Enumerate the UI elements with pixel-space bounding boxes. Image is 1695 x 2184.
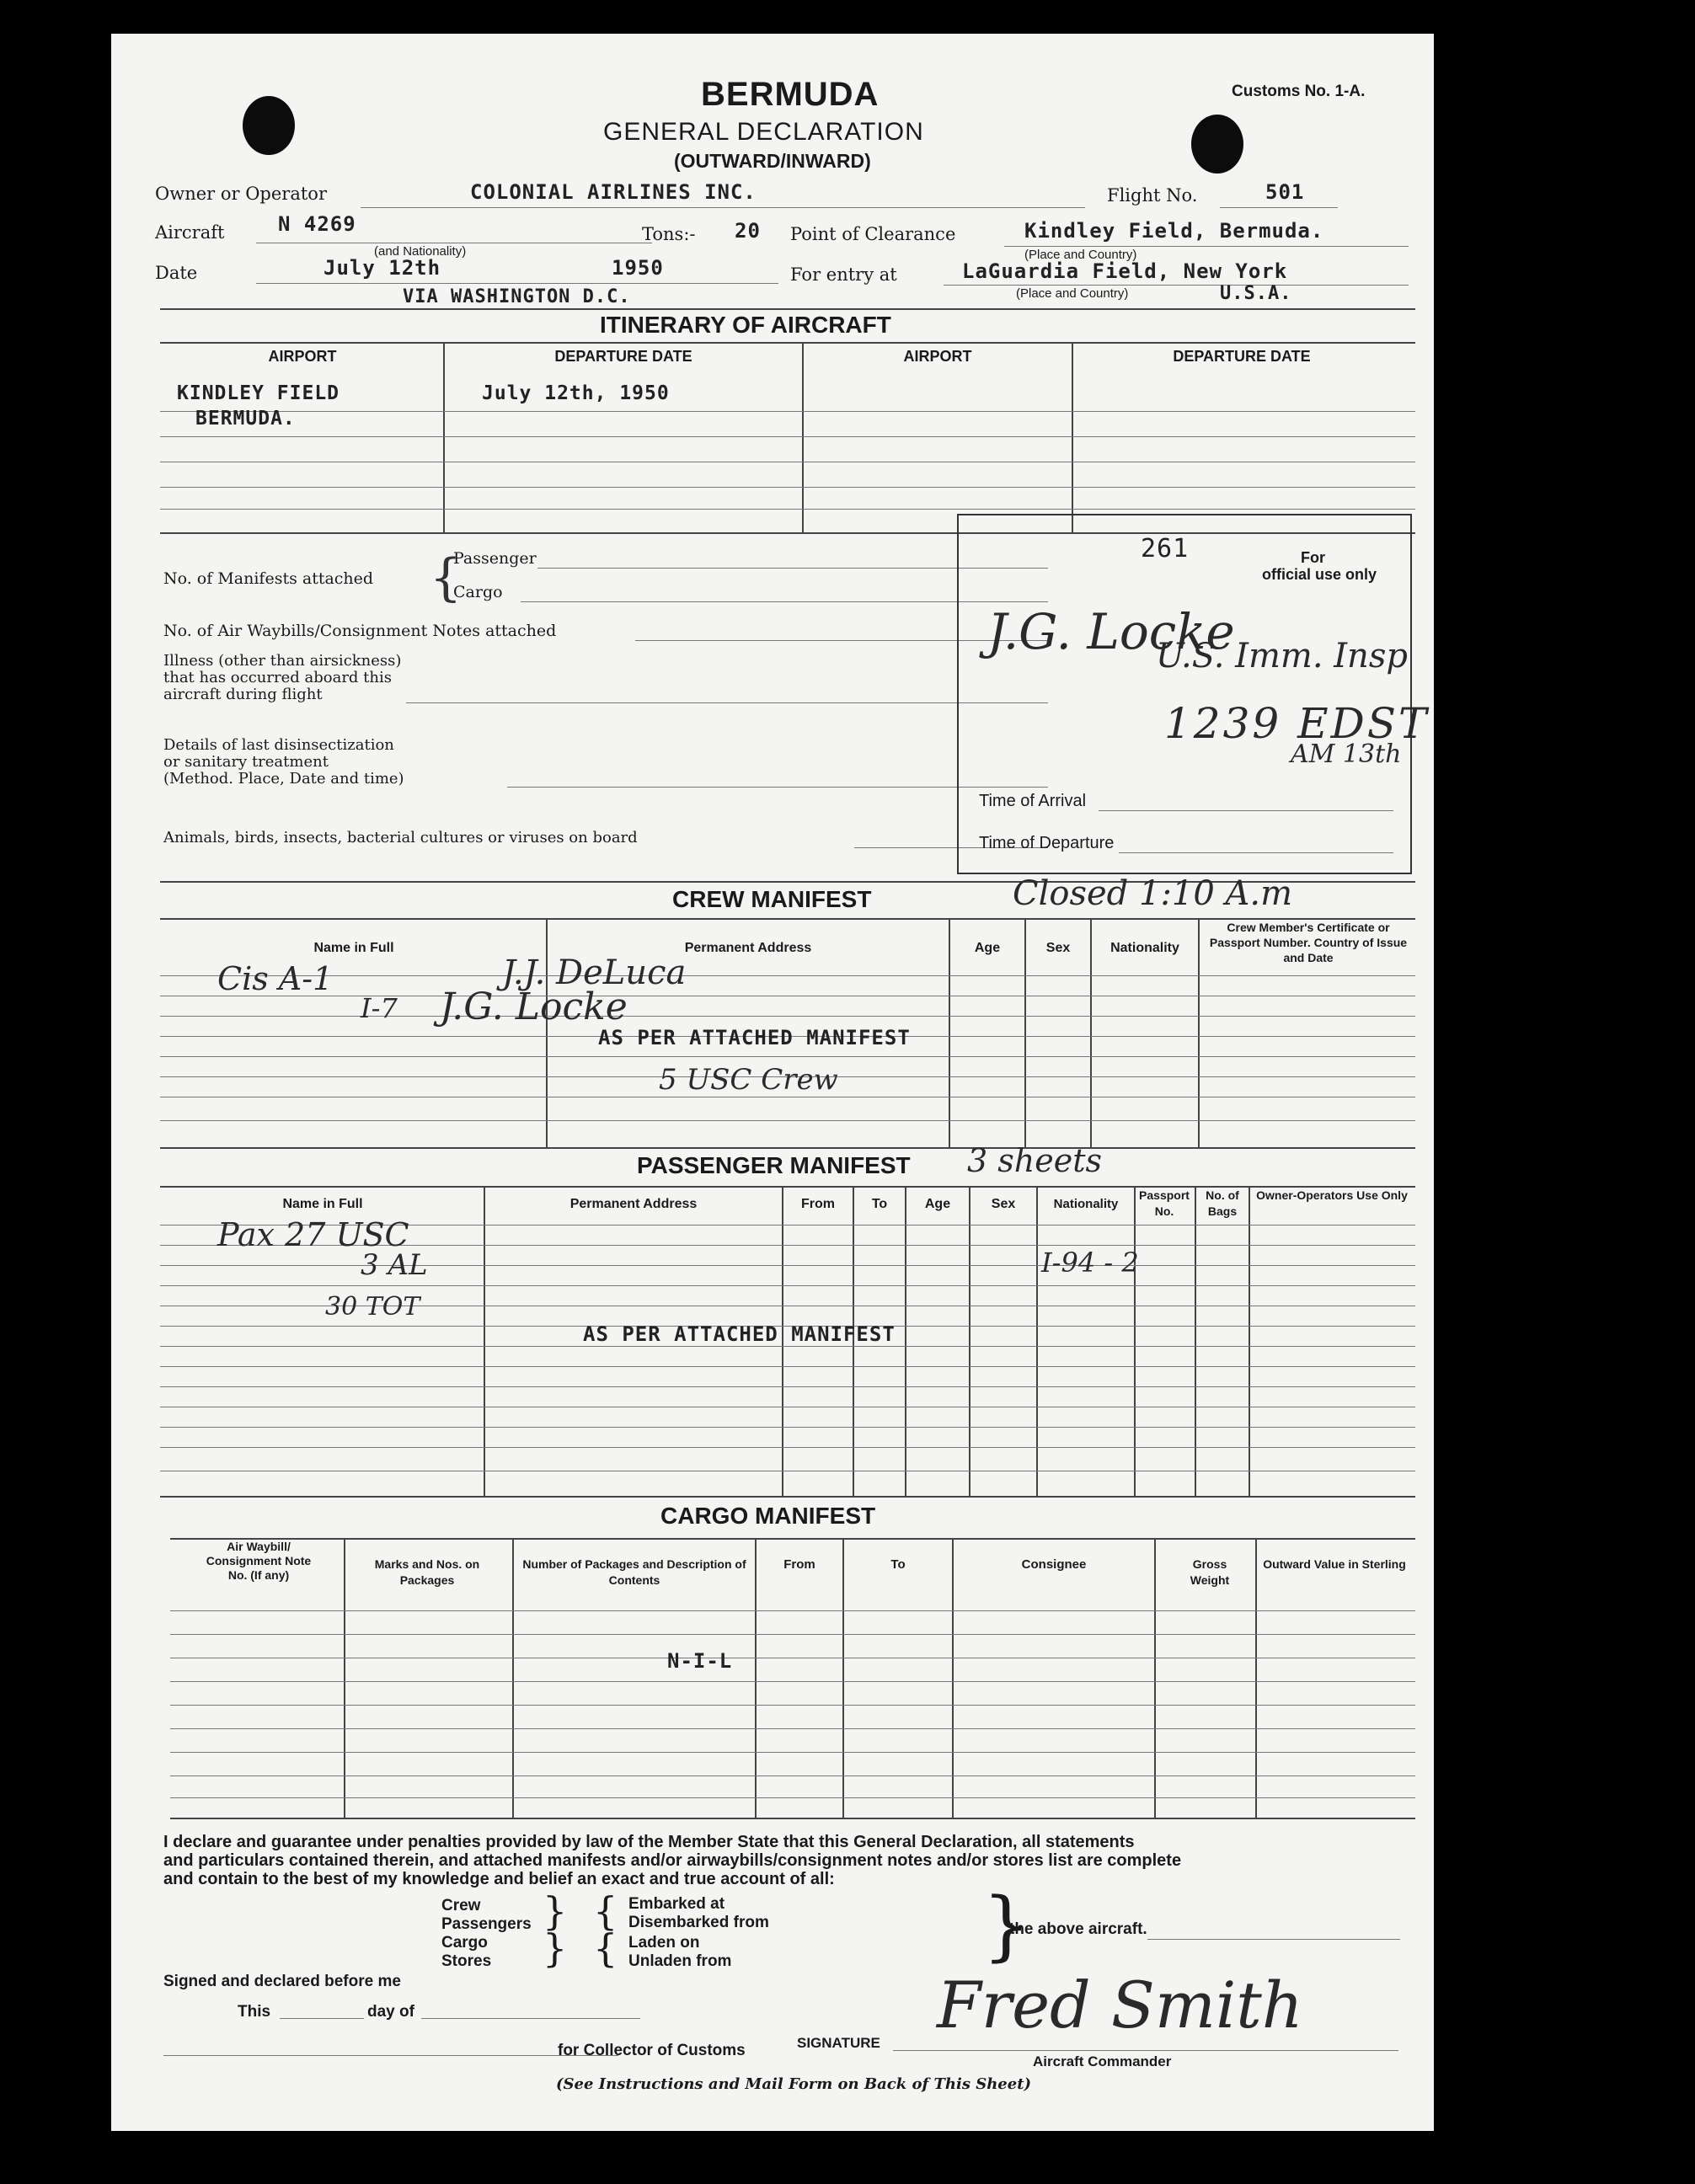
official-handwritten-title: U.S. Imm. Insp <box>1156 637 1408 675</box>
official-for-label: For <box>1301 549 1325 566</box>
commander-handwritten-signature: Fred Smith <box>937 1968 1303 2042</box>
crew-handwritten-4: J.G. Locke <box>440 985 628 1028</box>
passenger-header-to: To <box>871 1197 888 1211</box>
declaration-stores: Stores <box>441 1952 492 1970</box>
crew-attached-stamp: AS PER ATTACHED MANIFEST <box>598 1026 911 1049</box>
declaration-cargo: Cargo <box>441 1934 488 1952</box>
crew-handwritten-2: I-7 <box>361 992 398 1024</box>
declaration-brace-5: } <box>982 1882 1031 1970</box>
passenger-header-from: From <box>801 1197 835 1211</box>
arrival-label: Time of Arrival <box>979 792 1087 810</box>
declaration-embarked: Embarked at <box>628 1895 725 1913</box>
crew-header-certificate: Crew Member's Certificate or Passport Number. Country of Issue and Date <box>1209 921 1408 964</box>
passenger-header-age: Age <box>924 1197 951 1211</box>
declaration-brace-4: { <box>593 1925 618 1971</box>
clearance-value: Kindley Field, Bermuda. <box>1024 219 1324 243</box>
declaration-disembarked: Disembarked from <box>628 1914 769 1931</box>
declaration-signature-label: SIGNATURE <box>797 2035 880 2051</box>
itinerary-departure-date: July 12th, 1950 <box>482 382 670 404</box>
flight-label: Flight No. <box>1107 185 1198 206</box>
declaration-brace-1: } <box>543 1888 568 1934</box>
crew-header-name: Name in Full <box>313 941 394 955</box>
owner-value: COLONIAL AIRLINES INC. <box>470 180 757 204</box>
official-handwritten-signature: J.G. Locke <box>987 603 1235 660</box>
declaration-collector: for Collector of Customs <box>558 2042 746 2059</box>
crew-handwritten-note: Closed 1:10 A.m <box>1013 874 1293 913</box>
crew-title: CREW MANIFEST <box>672 886 872 912</box>
clearance-label: Point of Clearance <box>790 224 956 244</box>
passenger-header-sex: Sex <box>991 1197 1016 1211</box>
cargo-header-waybill: Air Waybill/ Consignment Note No. (If any) <box>206 1540 312 1582</box>
itinerary-title: ITINERARY OF AIRCRAFT <box>600 312 891 338</box>
disinsect-line-2: or sanitary treatment <box>163 753 329 771</box>
declaration-laden: Laden on <box>628 1934 700 1952</box>
declaration-line-1: I declare and guarantee under penalties provided by law of the Member State that this General Declaration, all statements <box>163 1833 1135 1851</box>
punch-hole-left <box>243 96 295 155</box>
form-title: BERMUDA <box>701 76 880 113</box>
passenger-header-passport: Passport No. <box>1139 1188 1190 1218</box>
passenger-header-nationality: Nationality <box>1053 1197 1119 1211</box>
cargo-header-packages: Number of Packages and Description of Contents <box>522 1557 746 1587</box>
aircraft-label: Aircraft <box>155 222 225 243</box>
form-direction: (OUTWARD/INWARD) <box>674 150 871 172</box>
tons-value: 20 <box>735 219 761 243</box>
cargo-header-weight: Gross Weight <box>1190 1557 1230 1587</box>
cargo-header-marks: Marks and Nos. on Packages <box>374 1557 480 1587</box>
declaration-sheet <box>111 34 1434 2131</box>
nationality-hint: (and Nationality) <box>374 244 467 259</box>
date-label: Date <box>155 263 198 283</box>
itinerary-header-airport-1: AIRPORT <box>268 348 337 365</box>
cargo-nil-value: N-I-L <box>667 1649 733 1673</box>
passenger-handwritten-3: 30 TOT <box>325 1292 420 1322</box>
form-subtitle: GENERAL DECLARATION <box>603 118 924 146</box>
declaration-line-3: and contain to the best of my knowledge and belief an exact and true account of all: <box>163 1870 835 1888</box>
illness-line-3: aircraft during flight <box>163 686 323 703</box>
declaration-above-aircraft: the above aircraft. <box>1009 1920 1147 1938</box>
declaration-passengers: Passengers <box>441 1915 532 1933</box>
declaration-commander: Aircraft Commander <box>1033 2053 1172 2069</box>
passenger-label: Passenger <box>453 549 537 568</box>
form-number: Customs No. 1-A. <box>1232 83 1366 100</box>
declaration-this: This <box>238 2003 271 2021</box>
entry-country: U.S.A. <box>1220 283 1292 304</box>
disinsect-line-1: Details of last disinsectization <box>163 736 394 754</box>
crew-handwritten-1: Cis A-1 <box>217 960 334 997</box>
flight-value: 501 <box>1265 180 1305 204</box>
official-number: 261 <box>1141 534 1190 563</box>
itinerary-header-departure-2: DEPARTURE DATE <box>1173 348 1311 365</box>
crew-header-age: Age <box>974 941 1001 955</box>
place-country-hint-1: (Place and Country) <box>1024 248 1137 262</box>
cargo-header-from: From <box>783 1557 815 1572</box>
place-country-hint-2: (Place and Country) <box>1016 286 1129 301</box>
passenger-header-address: Permanent Address <box>569 1197 698 1211</box>
itinerary-header-airport-2: AIRPORT <box>903 348 972 365</box>
passenger-handwritten-2: 3 AL <box>361 1248 428 1282</box>
owner-label: Owner or Operator <box>155 184 327 204</box>
illness-line-2: that has occurred aboard this <box>163 669 392 686</box>
official-handwritten-time: 1239 EDST <box>1164 699 1430 748</box>
date-value: July 12th <box>323 256 441 280</box>
cargo-header-consignee: Consignee <box>1021 1557 1087 1572</box>
itinerary-airport-line2: BERMUDA. <box>195 408 296 430</box>
cargo-title: CARGO MANIFEST <box>660 1503 876 1529</box>
declaration-brace-2: } <box>543 1925 568 1971</box>
passenger-handwritten-note: 3 sheets <box>967 1142 1102 1179</box>
departure-label: Time of Departure <box>979 834 1115 852</box>
animals-label: Animals, birds, insects, bacterial cultures or viruses on board <box>163 829 638 846</box>
declaration-line-2: and particulars contained therein, and attached manifests and/or airwaybills/consignment notes and/or stores list are complete <box>163 1851 1182 1870</box>
passenger-handwritten-4: I-94 - 2 <box>1041 1247 1139 1279</box>
declaration-footer: (See Instructions and Mail Form on Back of This Sheet) <box>556 2075 1032 2093</box>
entry-value: LaGuardia Field, New York <box>962 259 1288 283</box>
official-use-label: official use only <box>1262 566 1377 583</box>
declaration-unladen: Unladen from <box>628 1952 732 1970</box>
passenger-header-owner-use: Owner-Operators Use Only <box>1256 1188 1408 1202</box>
declaration-signed: Signed and declared before me <box>163 1973 401 1990</box>
passenger-header-name: Name in Full <box>282 1197 363 1211</box>
illness-line-1: Illness (other than airsickness) <box>163 652 402 670</box>
via-value: VIA WASHINGTON D.C. <box>403 286 631 307</box>
declaration-day-of: day of <box>367 2003 414 2021</box>
passenger-header-bags: No. of Bags <box>1206 1188 1239 1218</box>
crew-handwritten-5: 5 USC Crew <box>659 1063 838 1097</box>
passenger-handwritten-1: Pax 27 USC <box>217 1216 409 1253</box>
crew-header-nationality: Nationality <box>1110 941 1179 955</box>
disinsect-line-3: (Method. Place, Date and time) <box>163 770 404 788</box>
crew-handwritten-3: J.J. DeLuca <box>502 953 687 992</box>
manifests-brace: { <box>430 548 463 607</box>
year-value: 1950 <box>612 256 664 280</box>
passenger-title: PASSENGER MANIFEST <box>637 1152 911 1178</box>
official-handwritten-time-2: AM 13th <box>1291 740 1402 769</box>
cargo-header-to: To <box>890 1557 906 1572</box>
crew-header-address: Permanent Address <box>684 941 812 955</box>
declaration-brace-3: { <box>593 1888 618 1934</box>
passenger-attached-stamp: AS PER ATTACHED MANIFEST <box>583 1322 896 1346</box>
cargo-header-value: Outward Value in Sterling <box>1263 1557 1406 1571</box>
punch-hole-right <box>1191 115 1243 174</box>
waybills-label: No. of Air Waybills/Consignment Notes attached <box>163 622 557 640</box>
itinerary-header-departure-1: DEPARTURE DATE <box>554 348 692 365</box>
itinerary-airport-line1: KINDLEY FIELD <box>177 382 340 404</box>
crew-header-sex: Sex <box>1045 941 1071 955</box>
entry-label: For entry at <box>790 264 897 285</box>
manifests-label: No. of Manifests attached <box>163 569 374 588</box>
cargo-label: Cargo <box>453 583 503 601</box>
aircraft-value: N 4269 <box>278 212 356 236</box>
declaration-crew: Crew <box>441 1897 481 1914</box>
tons-label: Tons:- <box>642 224 696 244</box>
